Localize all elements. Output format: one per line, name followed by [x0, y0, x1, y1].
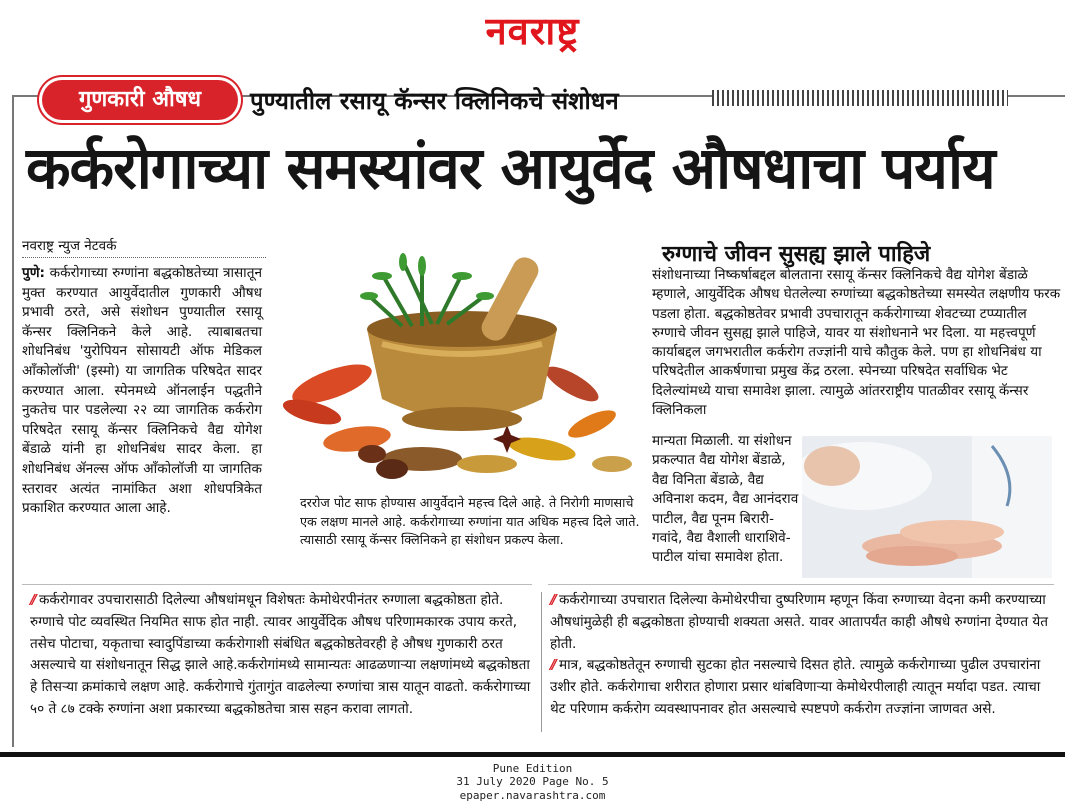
footer [0, 762, 1065, 802]
patient-hands-image [802, 436, 1052, 578]
byline: नवराष्ट्र न्युज नेटवर्क [22, 236, 266, 258]
column-divider [541, 592, 542, 732]
bottom-right-text-1: कर्करोगाच्या उपचारात दिलेल्या केमोथेरपीचा दुष्परिणाम म्हणून किंवा रुग्णाच्या वेदना कमी करण्याच्या औषधांमुळेही ही बद्धकोष्ठता होण्याची शक्यता असते. यावर आतापर्यंत काही औषधे रुग्णांना देण्यात येत होती. [550, 592, 1049, 652]
masthead-logo: नवराष्ट्र [485, 9, 580, 53]
decorative-hatch [712, 90, 1008, 106]
bottom-right-text-2: मात्र, बद्धकोष्ठतेतून रुग्णाची सुटका होत नसल्याचे दिसत होते. त्यामुळे कर्करोगाच्या पुढील उपचारांना उशीर होते. कर्करोगाचा शरीरात होणारा प्रसार थांबविणाऱ्या केमोथेरपीलाही त्यातून मर्यादा पडत. त्याचा थेट परिणाम कर्करोग व्यवस्थापनावर होत असल्याचे स्पष्टपणे कर्करोग तज्ज्ञांना जाणवत असे. [550, 657, 1041, 717]
footer-date-page: 31 July 2020 Page No. 5 [456, 775, 609, 789]
section-heading: रुग्णाचे जीवन सुसह्य झाले पाहिजे [662, 242, 931, 267]
dateline: पुणे: [22, 265, 45, 281]
bottom-right-paragraph-2 [550, 655, 1055, 720]
footer-rule [0, 752, 1065, 757]
section-separator-left [22, 584, 532, 585]
bottom-right-paragraph-1 [550, 590, 1055, 655]
section-separator-right [548, 584, 1054, 585]
mortar-pestle-herbs-image [272, 234, 640, 488]
kicker-badge [42, 80, 238, 120]
subheadline: पुण्यातील रसायू कॅन्सर क्लिनिकचे संशोधन [250, 87, 619, 115]
image-caption: दररोज पोट साफ होण्यास आयुर्वेदाने महत्त्व दिले आहे. ते निरोगी माणसाचे एक लक्षण मानले आहे. कर्करोगाच्या रुग्णांना यात अधिक महत्त्व दिले जाते. त्यासाठी रसायू कॅन्सर क्लिनिकने हा संशोधन प्रकल्प केला. [300, 495, 640, 548]
quote-mark-icon: // [550, 592, 554, 608]
headline: कर्करोगाच्या समस्यांवर आयुर्वेद औषधाचा पर्याय [26, 134, 995, 202]
kicker-label: गुणकारी औषध [79, 87, 201, 112]
bottom-right-paragraphs [550, 590, 1055, 721]
quote-mark-icon: // [30, 592, 34, 608]
footer-url[interactable]: epaper.navarashtra.com [459, 788, 606, 802]
lead-paragraph [22, 264, 262, 519]
right-column-text: संशोधनाच्या निष्कर्षाबद्दल बोलताना रसायू कॅन्सर क्लिनिकचे वैद्य योगेश बेंडाळे म्हणाले, आयुर्वेदिक औषध घेतलेल्या रुग्णांच्या बद्धकोष्ठतेच्या समस्येत लक्षणीय फरक पडला होता. बद्धकोष्ठतेवर प्रभावी उपचारातून कर्करोगाच्या शेवटच्या टप्प्यातील रुग्णाचे जीवन सुसह्य झाले पाहिजे, यावर या संशोधनाने भर दिला. या महत्त्वपूर्ण कार्याबद्दल जगभरातील कर्करोग तज्ज्ञांनी याचे कौतुक केले. पण हा शोधनिबंध या परिषदेतील आकर्षणाचा प्रमुख केंद्र ठरला. स्पेनच्या परिषदेत सर्वाधिक भेट दिलेल्यांमध्ये याचा समावेश झाला. त्यामुळे आंतरराष्ट्रीय पातळीवर रसायू कॅन्सर क्लिनिकला [652, 267, 1061, 419]
bottom-left-text: कर्करोगावर उपचारासाठी दिलेल्या औषधांमधून विशेषतः केमोथेरपीनंतर रुग्णाला बद्धकोष्ठता होते. रुग्णाचे पोट व्यवस्थित नियमित साफ होत नाही. त्यावर आयुर्वेदिक औषध परिणामकारक उपाय करते, तसेच पोटाचा, यकृताचा स्वादुपिंडाच्या कर्करोगाशी संबंधित बद्धकोष्ठतेवरही हे औषध गुणकारी ठरत असल्याचे या संशोधनातून सिद्ध झाले आहे.कर्करोगांमध्ये सामान्यतः आढळणाऱ्या लक्षणांमध्ये बद्धकोष्ठता हे तिसऱ्या क्रमांकाचे लक्षण आहे. कर्करोगाचे गुंतागुंत वाढलेल्या रुग्णांचा त्रास यातून वाढतो. कर्करोगाच्या ५० ते ८७ टक्के रुग्णांना अशा प्रकारच्या बद्धकोष्ठतेचा त्रास सहन करावा लागतो. [30, 592, 531, 717]
lead-text: कर्करोगाच्या रुग्णांना बद्धकोष्ठतेच्या त्रासातून मुक्त करण्यात आयुर्वेदातील गुणकारी औषध प्रभावी ठरते, असे संशोधन पुण्यातील रसायू कॅन्सर क्लिनिकने केले आहे. त्याबाबतचा शोधनिबंध 'युरोपियन सोसायटी ऑफ मेडिकल ऑंकोलॉजी' (इस्मो) या जागतिक परिषदेत सादर करण्यात आला. स्पेनमध्ये ऑनलाईन पद्धतीने नुकतेच पार पडलेल्या २२ व्या जागतिक कर्करोग परिषदेत रसायू कॅन्सर क्लिनिकचे वैद्य योगेश बेंडाळे यांनी हा शोधनिबंध सादर केला. हा शोधनिबंध ॲनल्स ऑफ ऑंकोलॉजी या जागतिक स्तरावर अत्यंत नामांकित अशा शोधपत्रिकेत प्रकाशित करण्यात आला आहे. [22, 265, 262, 517]
footer-edition: Pune Edition [492, 762, 573, 775]
quote-mark-icon: // [550, 657, 554, 674]
bottom-left-paragraph [30, 590, 535, 721]
right-column-text-continued: मान्यता मिळाली. या संशोधन प्रकल्पात वैद्य योगेश बेंडाळे, वैद्य विनिता बेंडाळे, वैद्य अविनाश कदम, वैद्य आनंदराव पाटील, वैद्य पूनम बिरारी-गवांदे, वैद्य वैशाली धाराशिवे-पाटील यांचा समावेश होता. [652, 433, 799, 566]
